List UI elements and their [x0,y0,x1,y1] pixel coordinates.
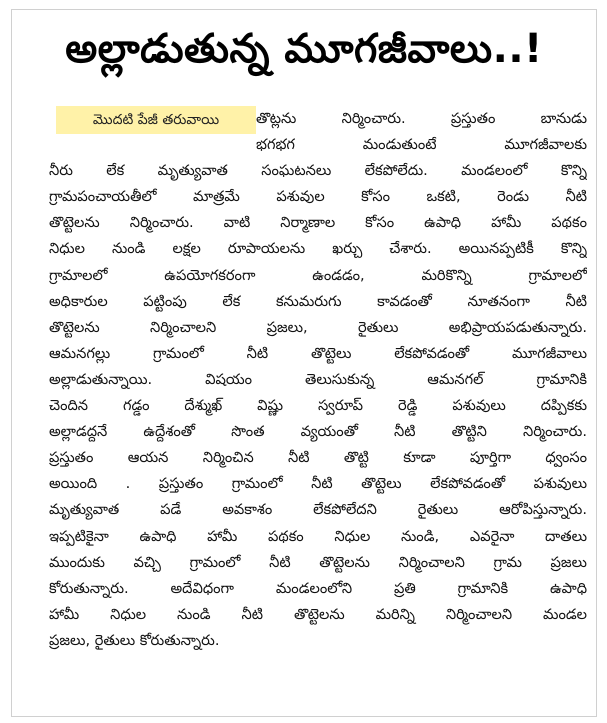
article-line: అయింది . ప్రస్తుతం గ్రామంలో నీటి తొట్టెలు లేకపోవడంతో పశువులు [49,475,587,493]
article-line: నిధుల నుండి లక్షల రూపాయలను ఖర్చు చేశారు. అయినప్పటికీ కొన్ని [49,240,587,258]
article-line: హామీ నిధుల నుండి నీటి తొట్టెలను మరిన్ని నిర్మించాలని మండల [49,605,587,623]
article-line: అల్లాడుతున్నాయి. విషయం తెలుసుకున్న ఆమనగల్ గ్రామానికి [49,370,587,388]
news-clipping [11,9,597,717]
article-line: తొట్లను నిర్మించారు. ప్రస్తుతం బానుడు [256,110,587,127]
article-line: అల్లాడద్దనే ఉద్దేశంతో సొంత వ్యయంతో నీటి తొట్టిని నిర్మించారు. [49,423,587,441]
article-line: ఇప్పటికైనా ఉపాధి హామీ పథకం నిధుల నుండి, ఎవరైనా దాతలు [49,527,587,545]
article-body [49,106,587,654]
article-line: గ్రామాలలో ఉపయోగకరంగా ఉండడం, మరికొన్ని గ్రామాలలో [49,266,587,284]
article-line: మృత్యువాత పడే అవకాశం లేకపోలేదని రైతులు ఆరోపిస్తున్నారు. [49,501,587,519]
article-line: అధికారుల పట్టింపు లేక కనుమరుగు కావడంతో నూతనంగా నీటి [49,292,587,310]
article-line: భగభగ మండుతుంటే మూగజీవాలకు [256,136,587,154]
continuation-tag: మొదటి పేజీ తరువాయి [56,106,256,134]
article-line: నీరు లేక మృత్యువాత సంఘటనలు లేకపోలేదు. మండలంలో కొన్ని [49,162,587,180]
article-line: ప్రజలు, రైతులు కోరుతున్నారు. [49,631,220,649]
article-line: చెందిన గడ్డం దేశ్ముఖ్ విష్ణు స్వరూప్ రెడ్డి పశువులు దప్పికకు [49,397,587,415]
article-line: తొట్టెలను నిర్మించారు. వాటి నిర్మాణాల కోసం ఉపాధి హామీ పథకం [49,214,587,232]
article-line: తొట్టెలను నిర్మించాలని ప్రజలు, రైతులు అభిప్రాయపడుతున్నారు. [49,318,587,336]
headline: అల్లాడుతున్న మూగజీవాలు..! [65,26,543,72]
article-line: కోరుతున్నారు. అదేవిధంగా మండలంలోని ప్రతి గ్రామానికి ఉపాధి [49,579,587,597]
article-line: ముందుకు వచ్చి గ్రామంలో నీటి తొట్టెలను నిర్మించాలని గ్రామ ప్రజలు [49,553,587,571]
article-line: ఆమనగల్లు గ్రామంలో నీటి తొట్టెలు లేకపోవడంతో మూగజీవాలు [49,344,587,362]
article-line: ప్రస్తుతం ఆయన నిర్మించిన నీటి తొట్టి కూడా పూర్తిగా ధ్వంసం [49,449,587,467]
article-line: గ్రామపంచాయతీలో మాత్రమే పశువుల కోసం ఒకటి, రెండు నీటి [49,188,587,206]
